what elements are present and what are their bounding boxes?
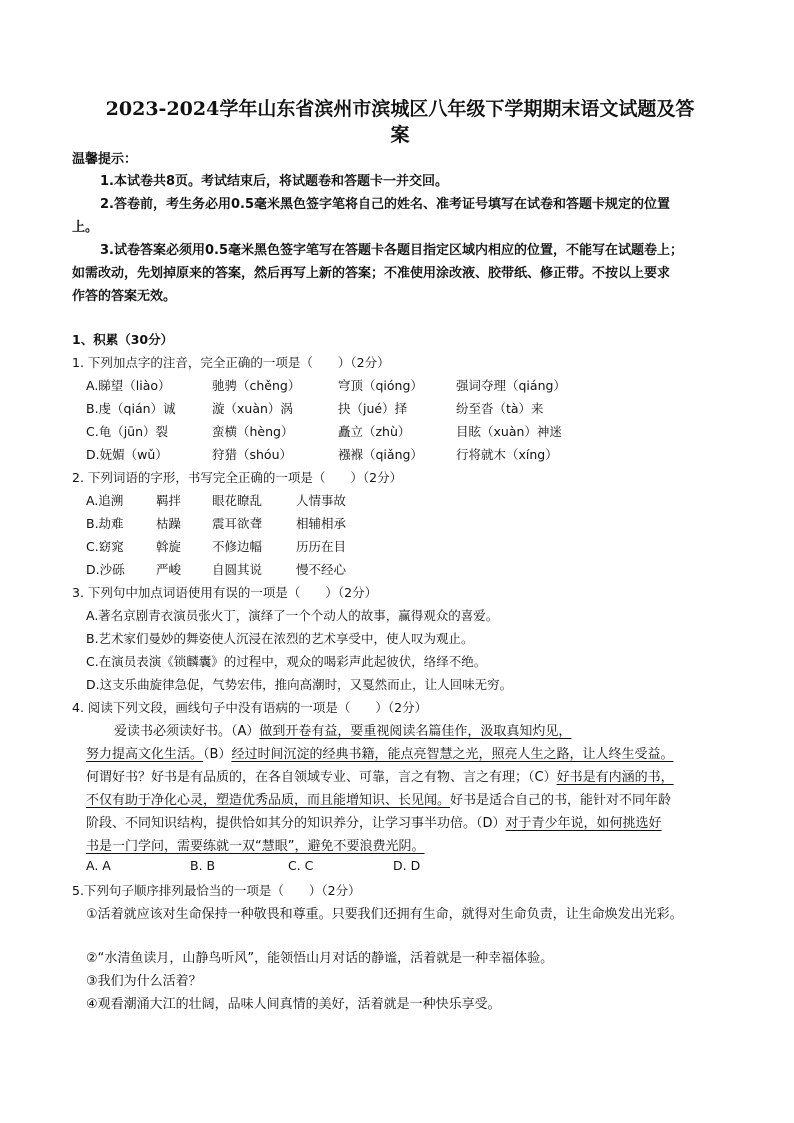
q1-option: 漩（xuàn）涡: [212, 401, 293, 416]
q1-option: 强词夺理（qiáng）: [456, 378, 566, 393]
q2-option: B.劫难: [86, 516, 124, 531]
q5-item: ①活着就应该对生命保持一种敬畏和尊重。只要我们还拥有生命，就得对生命负责，让生命焕发出光彩。: [86, 907, 683, 922]
q4-text: 爱读书必须读好书。（A）: [114, 724, 260, 739]
q4-text: 好书是适合自己的书，能针对不同年龄: [450, 793, 672, 808]
q4-text: （B）: [203, 747, 232, 762]
q4-answer: B. B: [190, 858, 216, 873]
q4-passage-line: [86, 743, 673, 762]
q4-passage-line: [86, 766, 674, 785]
q2-option: 眼花瞭乱: [212, 493, 263, 508]
q1-option: 狩猎（shóu）: [212, 447, 293, 462]
section-heading: 1、积累（30分）: [72, 332, 174, 347]
question-4-stem: 4. 阅读下列文段，画线句子中没有语病的一项是（ ）（2分）: [72, 700, 428, 715]
q3-option: B.艺术家们曼妙的舞姿使人沉浸在浓烈的艺术享受中，使人叹为观止。: [86, 631, 474, 646]
q2-option: 羁拌: [156, 493, 182, 508]
question-1-stem: 1. 下列加点字的注音，完全正确的一项是（ ）（2分）: [72, 355, 390, 370]
notice-line-3b: 如需改动，先划掉原来的答案，然后再写上新的答案；不准使用涂改液、胶带纸、修正带。不按以上要求: [72, 266, 671, 281]
q2-option: C.窈窕: [86, 539, 124, 554]
q3-option: C.在演员表演《锁麟囊》的过程中，观众的喝彩声此起彼伏，络绎不绝。: [86, 654, 487, 669]
notice-line-2a: 2.答卷前，考生务必用0.5毫米黑色签字笔将自己的姓名、准考证号填写在试卷和答题卡规定的位置: [100, 197, 671, 212]
q4-underlined-d: 对于青少年说，如何挑选好: [505, 816, 662, 831]
notice-line-3c: 作答的答案无效。: [72, 289, 177, 304]
q1-option: D.妩媚（wǔ）: [86, 447, 168, 462]
q4-answer: A. A: [86, 858, 111, 873]
q2-option: 震耳欲聋: [212, 516, 263, 531]
q1-option: C.龟（jūn）裂: [86, 424, 169, 439]
q4-underlined-a: 努力提高文化生活。: [86, 747, 204, 762]
exam-title-line2: 案: [390, 124, 410, 146]
q4-text: 何谓好书？好书是有品质的，在各自领域专业、可靠，言之有物、言之有理；（C）: [86, 770, 557, 785]
q2-option: 斡旋: [156, 539, 182, 554]
q4-answer: C. C: [288, 858, 314, 873]
q5-item: ②“水清鱼读月，山静鸟听风”，能领悟山月对话的静谧，活着就是一种幸福体验。: [86, 951, 554, 966]
q4-underlined-c: 好书是有内涵的书，: [556, 770, 674, 785]
q2-option: 人情事故: [296, 493, 347, 508]
q4-passage-line: [86, 789, 671, 808]
q5-item: ④观看潮涌大江的壮阔，品味人间真情的美好，活着就是一种快乐享受。: [86, 997, 501, 1012]
q4-passage-line: [86, 812, 662, 831]
q4-passage-line: [114, 720, 571, 739]
q2-option: 枯躁: [156, 516, 182, 531]
notice-heading: 温馨提示：: [72, 152, 138, 167]
question-3-stem: 3. 下列句中加点词语使用有误的一项是（ ）（2分）: [72, 585, 378, 600]
q4-underlined-c: 不仅有助于净化心灵，塑造优秀品质，而且能增知识、长见闻。: [86, 793, 451, 808]
q2-option: 严峻: [156, 562, 182, 577]
q2-option: 历历在目: [296, 539, 347, 554]
question-2-stem: 2. 下列词语的字形，书写完全正确的一项是（ ）（2分）: [72, 470, 403, 485]
q4-passage-line: [86, 835, 424, 854]
q1-option: 纷至沓（tà）来: [456, 401, 544, 416]
q2-option: 不修边幅: [212, 539, 263, 554]
q4-underlined-d: 书是一门学问，需要练就一双“慧眼”，避免不要浪费光阴。: [86, 839, 425, 854]
notice-line-3a: 3.试卷答案必须用0.5毫米黑色签字笔写在答题卡各题目指定区域内相应的位置，不能写在试题卷上；: [100, 243, 684, 258]
q2-option: 慢不经心: [296, 562, 347, 577]
q1-option: 矗立（zhù）: [338, 424, 411, 439]
q1-option: 驰骋（chěng）: [212, 378, 301, 393]
q4-underlined-a: 做到开卷有益，要重视阅读名篇佳作，汲取真知灼见，: [259, 724, 572, 739]
q1-option: 抉（jué）择: [338, 401, 408, 416]
q1-option: B.虔（qián）诚: [86, 401, 176, 416]
q2-option: 自圆其说: [212, 562, 263, 577]
notice-line-1: 1.本试卷共8页。考试结束后，将试题卷和答题卡一并交回。: [100, 174, 449, 189]
q1-option: 穹顶（qióng）: [338, 378, 423, 393]
exam-title-line1: 2023-2024学年山东省滨州市滨城区八年级下学期期末语文试题及答: [105, 98, 695, 120]
q3-option: A.著名京剧青衣演员张火丁，演绎了一个个动人的故事，赢得观众的喜爱。: [86, 608, 499, 623]
q4-text: 阶段、不同知识结构，提供恰如其分的知识养分，让学习事半功倍。（D）: [86, 816, 506, 831]
q4-underlined-b: 经过时间沉淀的经典书籍，能点亮智慧之光，照亮人生之路，让人终生受益。: [231, 747, 674, 762]
q1-option: A.睇望（liào）: [86, 378, 171, 393]
q1-option: 目眩（xuàn）神迷: [456, 424, 562, 439]
q4-answer: D. D: [393, 858, 421, 873]
q5-item: ③我们为什么活着？: [86, 974, 202, 989]
q1-option: 行将就木（xíng）: [456, 447, 558, 462]
q3-option: D.这支乐曲旋律急促，气势宏伟，推向高潮时，又戛然而止，让人回味无穷。: [86, 677, 513, 692]
question-5-stem: 5.下列句子顺序排列最恰当的一项是（ ）（2分）: [72, 883, 361, 898]
q1-option: 蛮横（hèng）: [212, 424, 294, 439]
q1-option: 襁褓（qiǎng）: [338, 447, 423, 462]
q2-option: D.沙砾: [86, 562, 125, 577]
notice-line-2b: 上。: [72, 220, 99, 235]
q2-option: 相辅相承: [296, 516, 347, 531]
q2-option: A.追溯: [86, 493, 124, 508]
